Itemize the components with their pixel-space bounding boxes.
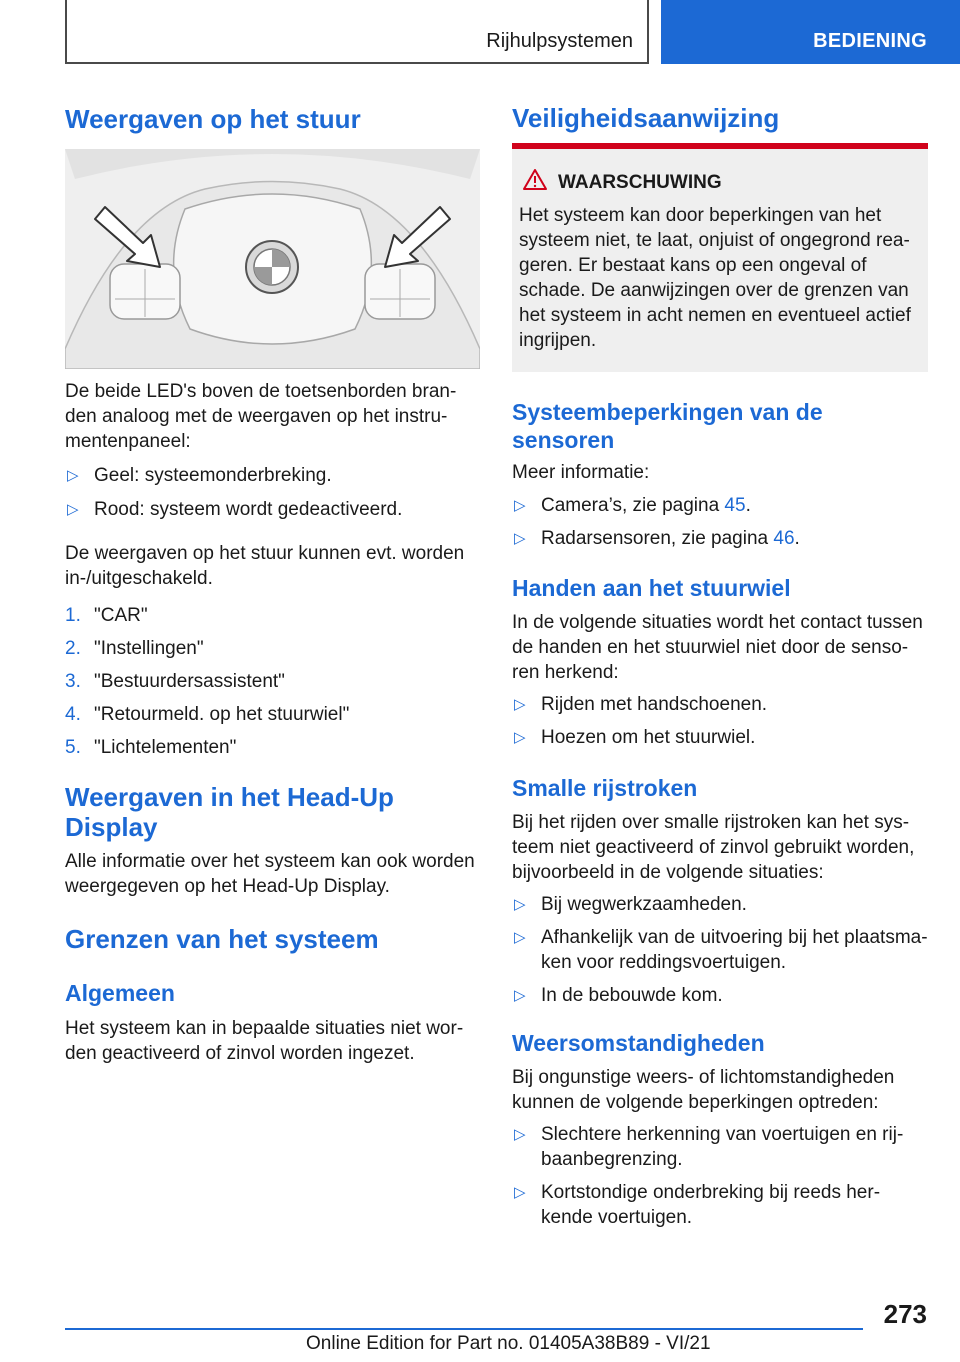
triangle-right-icon: ▷ (514, 987, 526, 1004)
step-item: 5. "Lichtelementen" (65, 737, 237, 758)
list-item: ▷ Geel: systeemonderbreking. (67, 465, 332, 486)
weather-text: Bij ongunstige weers- of lichtomstandigheden kunnen de volgende beperkingen optreden: (512, 1067, 895, 1113)
section-title: Rijhulpsystemen (486, 30, 633, 52)
page-link-45[interactable]: 45 (724, 495, 746, 516)
step-item: 2. "Instellingen" (65, 638, 204, 659)
page-number: 273 (883, 1299, 927, 1329)
hands-text: In de volgende situaties wordt het contact tussen de handen en het stuurwiel niet door de senso- ren herkend: (512, 612, 923, 683)
triangle-right-icon: ▷ (514, 729, 526, 746)
warning-text: Het systeem kan door beperkingen van het systeem niet, te laat, onjuist of ongegrond rea- geren. Er bestaat kans op een ongeval of schade. De aanwijzingen over de grenzen van het systeem in acht nemen en eventueel actief ingrijpen. (519, 205, 911, 351)
title-hands-on-wheel: Handen aan het stuurwiel (512, 575, 791, 601)
triangle-right-icon: ▷ (514, 1184, 526, 1201)
list-item: ▷ Kortstondige onderbreking bij reeds her- kende voertuigen. (514, 1182, 881, 1228)
title-sensor-limits: Systeembeperkingen van de sensoren (512, 399, 823, 453)
sensor-intro: Meer informatie: (512, 462, 650, 483)
title-safety: Veiligheidsaanwijzing (512, 103, 780, 133)
hands-list (512, 692, 928, 750)
triangle-right-icon: ▷ (514, 497, 526, 514)
lanes-list (512, 892, 928, 1008)
list-item: ▷ Bij wegwerkzaamheden. (514, 894, 747, 915)
led-intro: De beide LED's boven de toetsenborden bran- den analoog met de weergaven op het instru- mentenpaneel: (65, 381, 457, 452)
list-item: ▷ Rood: systeem wordt gedeactiveerd. (67, 499, 403, 520)
warning-label: WAARSCHUWING (558, 172, 722, 193)
triangle-right-icon: ▷ (67, 501, 79, 518)
list-item: ▷ Camera’s, zie pagina 45. (514, 495, 751, 516)
chapter-tab[interactable] (661, 0, 960, 64)
chapter-tab-label: BEDIENING (813, 30, 927, 52)
lanes-text: Bij het rijden over smalle rijstroken kan het sys- teem niet geactiveerd of zinvol gebruikt worden, bijvoorbeeld in de volgende situaties: (512, 812, 915, 883)
led-color-list (65, 463, 480, 522)
triangle-right-icon: ▷ (514, 530, 526, 547)
triangle-right-icon: ▷ (514, 1126, 526, 1143)
step-item: 1. "CAR" (65, 605, 148, 626)
title-system-limits: Grenzen van het systeem (65, 924, 379, 954)
subtitle-general: Algemeen (65, 980, 175, 1006)
weather-list (512, 1122, 928, 1230)
toggle-info: De weergaven op het stuur kunnen evt. worden in-/uitgeschakeld. (65, 543, 465, 589)
list-item: ▷ Rijden met handschoenen. (514, 694, 768, 715)
list-item: ▷ Hoezen om het stuurwiel. (514, 727, 756, 748)
sensor-list (512, 493, 928, 551)
triangle-right-icon: ▷ (514, 929, 526, 946)
title-weather: Weersomstandigheden (512, 1030, 765, 1056)
triangle-right-icon: ▷ (67, 467, 79, 484)
step-item: 3. "Bestuurdersassistent" (65, 671, 285, 692)
title-steering-displays: Weergaven op het stuur (65, 104, 361, 134)
title-narrow-lanes: Smalle rijstroken (512, 775, 698, 801)
footer-edition: Online Edition for Part no. 01405A38B89 - VI/21 (306, 1333, 711, 1354)
triangle-right-icon: ▷ (514, 896, 526, 913)
list-item: ▷ Afhankelijk van de uitvoering bij het plaatsma- ken voor reddingsvoertuigen. (514, 927, 928, 973)
triangle-right-icon: ▷ (514, 696, 526, 713)
step-item: 4. "Retourmeld. op het stuurwiel" (65, 704, 350, 725)
footer-rule (65, 1328, 863, 1330)
list-item: ▷ In de bebouwde kom. (514, 985, 723, 1006)
menu-steps (65, 603, 480, 768)
general-text: Het systeem kan in bepaalde situaties niet wor- den geactiveerd of zinvol worden ingezet. (65, 1018, 464, 1064)
title-hud: Weergaven in het Head-Up Display (65, 782, 394, 842)
hud-text: Alle informatie over het systeem kan ook worden weergegeven op het Head-Up Display. (65, 851, 475, 897)
steering-wheel-illustration (65, 149, 480, 369)
warning-triangle-icon (522, 168, 548, 191)
page-link-46[interactable]: 46 (773, 528, 795, 549)
header-section-box (65, 0, 649, 64)
warning-box (512, 143, 928, 372)
warning-bar (512, 143, 928, 149)
list-item: ▷ Slechtere herkenning van voertuigen en rij- baanbegrenzing. (514, 1124, 904, 1170)
list-item: ▷ Radarsensoren, zie pagina 46. (514, 528, 800, 549)
